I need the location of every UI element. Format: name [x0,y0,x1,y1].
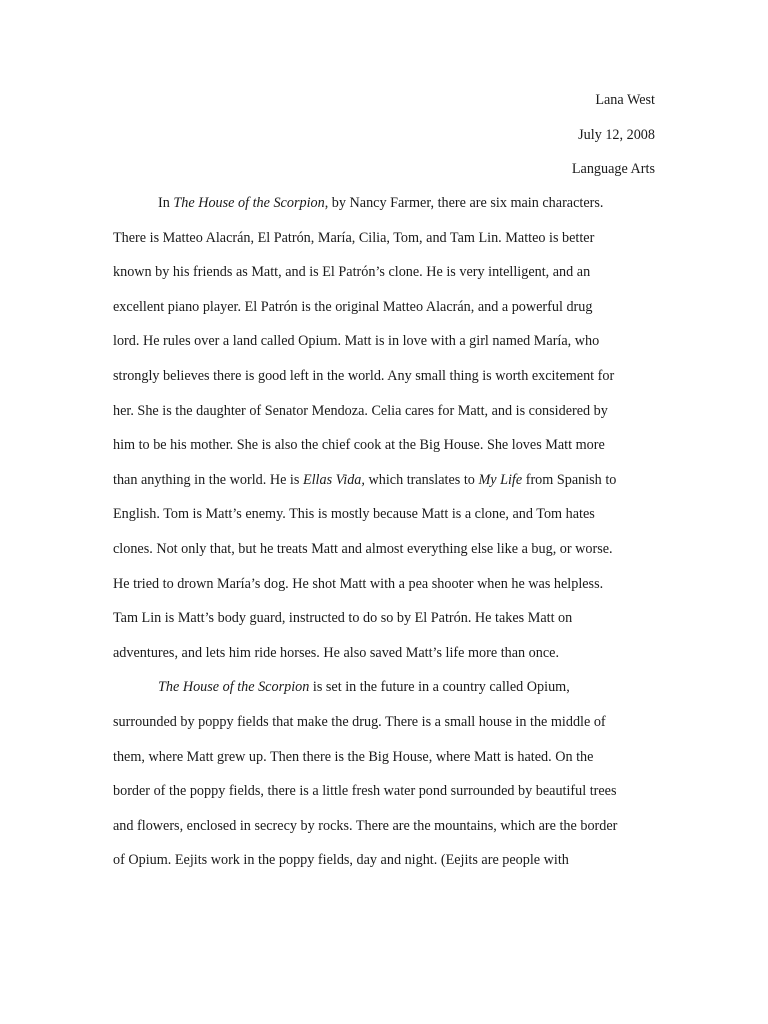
text-span: her. She is the daughter of Senator Mendoza. Celia cares for Matt, and is considered by [113,402,608,419]
text-line [113,848,658,883]
text-span: them, where Matt grew up. Then there is the Big House, where Matt is hated. On the [113,748,594,765]
italic-text: The House of the Scorpion [173,195,325,211]
text-span: strongly believes there is good left in the world. Any small thing is worth excitement for [113,367,615,384]
text-span: In [158,195,174,211]
text-span: known by his friends as Matt, and is El Patrón’s clone. He is very intelligent, and an [113,264,591,281]
text-span: He tried to drown María’s dog. He shot Matt with a pea shooter when he was helpless. [113,575,604,592]
text-line [113,399,658,434]
course-subject: Language Arts [571,161,655,178]
text-span: There is Matteo Alacrán, El Patrón, María, Cilia, Tom, and Tam Lin. Matteo is better [113,229,595,246]
text-span: lord. He rules over a land called Opium. Matt is in love with a girl named María, who [113,333,600,350]
text-span: of Opium. Eejits work in the poppy fields, day and night. (Eejits are people with [113,852,569,869]
text-span: border of the poppy fields, there is a little fresh water pond surrounded by beautiful trees [113,783,617,800]
text-span: clones. Not only that, but he treats Matt and almost everything else like a bug, or worse. [113,540,613,557]
text-line [113,779,658,814]
text-line [113,502,658,537]
text-span: and flowers, enclosed in secrecy by rocks. There are the mountains, which are the border [113,817,618,834]
text-line [113,329,658,364]
italic-text: The House of the Scorpion [158,679,310,696]
text-line [113,260,658,295]
text-span: adventures, and lets him ride horses. He also saved Matt’s life more than once. [113,644,559,661]
text-span: is set in the future in a country called Opium, [309,679,570,696]
text-span: excellent piano player. El Patrón is the original Matteo Alacrán, and a powerful drug [113,298,593,315]
text-line [113,364,658,399]
text-line [113,295,658,330]
text-line [113,814,658,849]
text-line [113,537,658,572]
italic-text: My Life [478,471,523,488]
text-line [113,641,658,676]
text-span: Tam Lin is Matt’s body guard, instructed to do so by El Patrón. He takes Matt on [113,610,573,627]
text-span: than anything in the world. He is [113,471,303,488]
text-line [113,468,658,503]
text-span: , by Nancy Farmer, there are six main characters. [324,195,604,211]
text-line [113,745,658,780]
text-span: English. Tom is Matt’s enemy. This is mostly because Matt is a clone, and Tom hates [113,506,595,523]
text-line [113,606,658,641]
text-span: from Spanish to [522,471,617,488]
text-line [113,710,658,745]
document-header [572,88,655,192]
author-name: Lana West [595,92,655,108]
text-line [113,572,658,607]
italic-text: Ellas Vida, [302,471,365,488]
document-date: July 12, 2008 [578,126,655,143]
text-line [113,191,658,226]
text-line [113,675,658,710]
text-span: him to be his mother. She is also the chief cook at the Big House. She loves Matt more [113,437,605,454]
text-line [113,226,658,261]
text-line [113,433,658,468]
document-body [113,191,658,883]
text-span: surrounded by poppy fields that make the drug. There is a small house in the middle of [113,713,606,730]
text-span: which translates to [364,471,479,488]
